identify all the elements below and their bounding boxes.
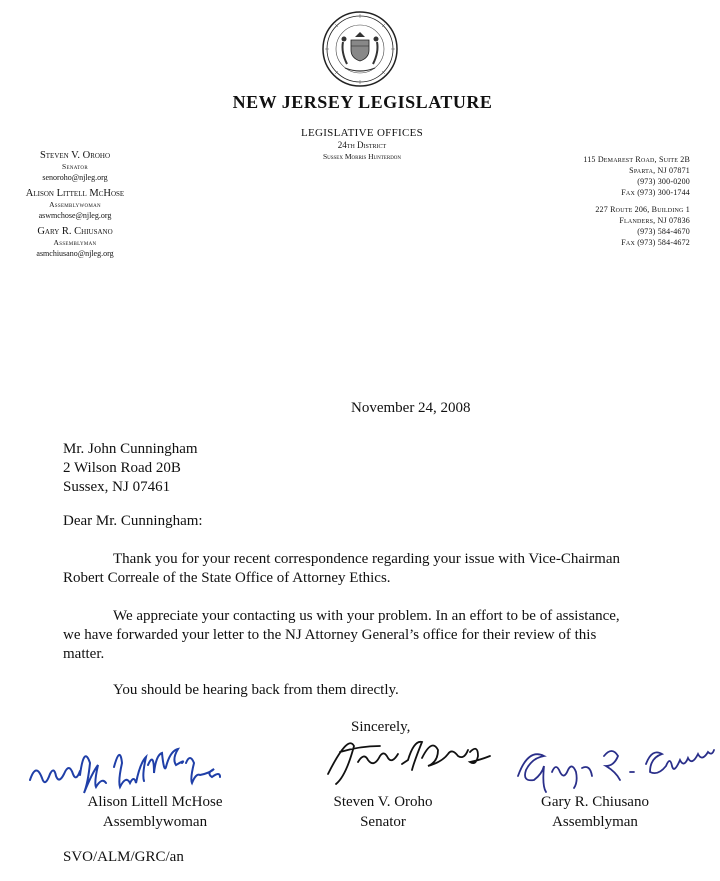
member-entry (0, 226, 150, 259)
signer-block (520, 793, 670, 832)
letter-date: November 24, 2008 (351, 400, 471, 416)
reference-initials: SVO/ALM/GRC/an (63, 849, 184, 865)
member-role: Assemblyman (53, 238, 97, 247)
handwritten-signature-icon (318, 732, 503, 797)
signer-name: Alison Littell McHose (87, 794, 223, 810)
member-role: Assemblywoman (49, 200, 101, 209)
salutation: Dear Mr. Cunningham: (63, 513, 203, 529)
address-line: 115 Demarest Road, Suite 2B (583, 155, 690, 164)
state-seal-icon (321, 10, 399, 88)
address-line: (973) 300-0200 (637, 177, 690, 186)
member-role: Senator (62, 162, 88, 171)
body-paragraph: You should be hearing back from them directly. (113, 682, 399, 698)
body-paragraph (63, 607, 633, 664)
address-line: Fax (973) 584-4672 (621, 238, 690, 247)
member-entry (0, 188, 150, 221)
address-line: Sparta, NJ 07871 (629, 166, 690, 175)
address-line: 227 Route 206, Building 1 (595, 205, 690, 214)
signer-name: Gary R. Chiusano (541, 794, 649, 810)
member-email: aswmchose@njleg.org (38, 211, 112, 220)
member-name: Alison Littell McHose (25, 188, 125, 199)
member-email: senoroho@njleg.org (42, 173, 108, 182)
address-line: (973) 584-4670 (637, 227, 690, 236)
office-address-flanders (520, 204, 690, 248)
recipient-line: Sussex, NJ 07461 (63, 479, 171, 495)
member-email: asmchiusano@njleg.org (36, 249, 114, 258)
signer-title: Assemblywoman (102, 814, 208, 830)
signer-title: Senator (360, 814, 406, 830)
district-label: 24th District (337, 140, 387, 150)
recipient-line: Mr. John Cunningham (63, 441, 198, 457)
member-name: Gary R. Chiusano (37, 226, 113, 237)
members-list (0, 150, 150, 264)
body-paragraph (63, 550, 633, 588)
address-line: Fax (973) 300-1744 (621, 188, 690, 197)
signer-name: Steven V. Oroho (333, 794, 433, 810)
signer-title: Assemblyman (552, 814, 638, 830)
signer-block (60, 793, 250, 832)
offices-block (262, 127, 462, 163)
offices-label: LEGISLATIVE OFFICES (300, 127, 424, 139)
member-entry (0, 150, 150, 183)
paragraph-text: We appreciate your contacting us with your problem. In an effort to be of assistance, we have forwarded your letter to the NJ Attorney General’s office for their review of this matter. (63, 608, 620, 662)
counties-label: Sussex Morris Hunterdon (322, 152, 402, 161)
closing: Sincerely, (351, 719, 411, 735)
recipient-line: 2 Wilson Road 20B (63, 460, 181, 476)
signer-block (318, 793, 448, 832)
organization-name: NEW JERSEY LEGISLATURE (232, 92, 493, 112)
paragraph-text: Thank you for your recent correspondence regarding your issue with Vice-Chairman Robert Correale of the State Office of Attorney Ethics. (63, 551, 620, 586)
member-name: Steven V. Oroho (39, 150, 111, 161)
address-line: Flanders, NJ 07836 (619, 216, 690, 225)
office-address-sparta (520, 154, 690, 198)
recipient-address (63, 440, 198, 497)
